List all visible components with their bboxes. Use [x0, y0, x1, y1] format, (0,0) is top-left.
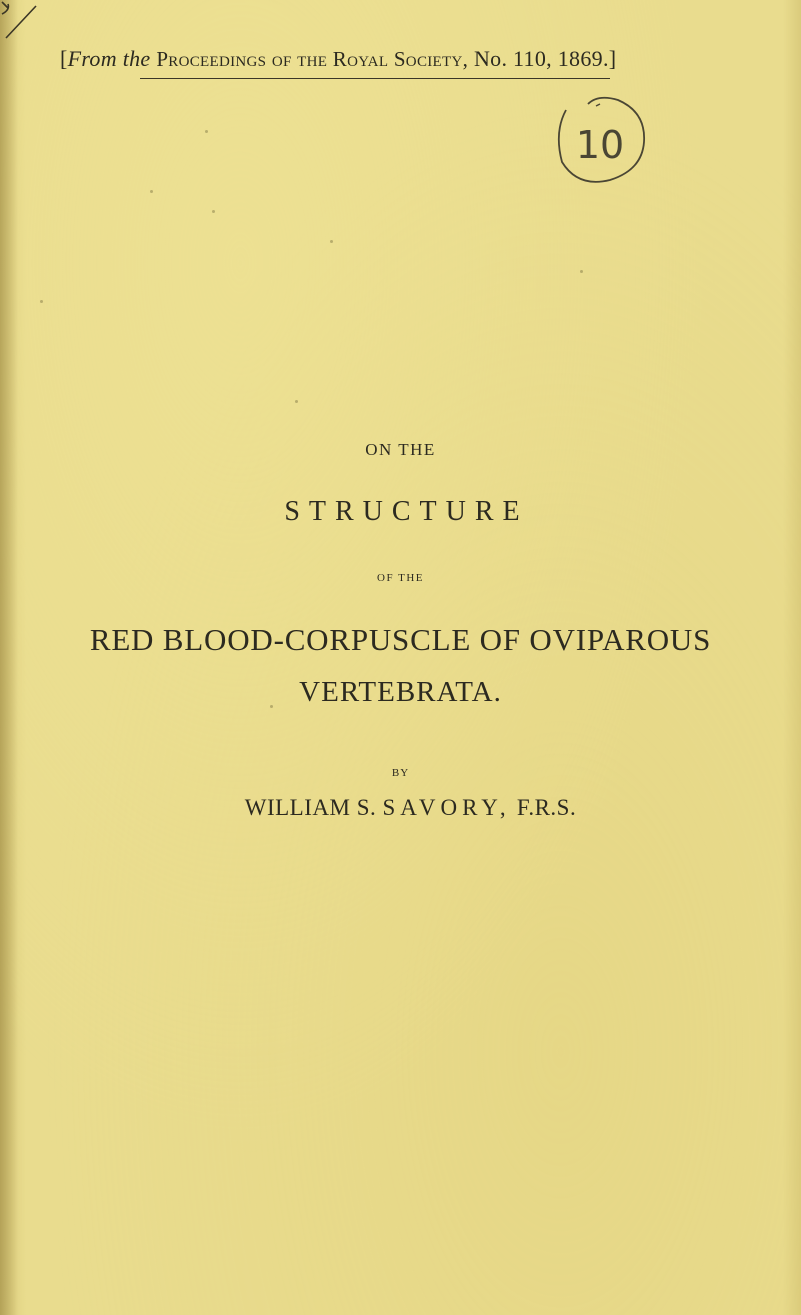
citation-journal: Proceedings of the Royal Society,	[156, 47, 469, 71]
paper-speck	[330, 240, 333, 243]
paper-speck	[270, 705, 273, 708]
byline-by: BY	[391, 767, 410, 779]
paper-speck	[580, 270, 583, 273]
title-of-the: OF THE	[377, 572, 424, 584]
paper-speck	[212, 210, 215, 213]
title-line-1: RED BLOOD-CORPUSCLE OF OVIPAROUS	[89, 622, 712, 657]
author-surname: SAVORY,	[382, 795, 511, 820]
citation-issue: No. 110, 1869.	[473, 46, 609, 71]
catalog-number: 10	[575, 123, 625, 167]
paper-speck	[150, 190, 153, 193]
corner-pencil-mark-icon	[0, 0, 40, 40]
paper-speck	[295, 400, 298, 403]
title-on-the: ON THE	[365, 440, 436, 459]
paper-speck	[40, 300, 43, 303]
author-given-names: WILLIAM S.	[244, 795, 377, 820]
author-name	[0, 795, 801, 821]
handwritten-catalog-mark	[548, 92, 658, 192]
bracket-close: ]	[608, 46, 617, 71]
header-rule	[140, 78, 610, 79]
citation-from: From the	[67, 46, 151, 71]
title-structure: STRUCTURE	[284, 496, 529, 527]
source-citation	[60, 46, 760, 72]
author-suffix: F.R.S.	[516, 795, 577, 820]
title-line-2: VERTEBRATA.	[299, 676, 502, 708]
bracket-open: [	[60, 46, 68, 71]
paper-speck	[205, 130, 208, 133]
